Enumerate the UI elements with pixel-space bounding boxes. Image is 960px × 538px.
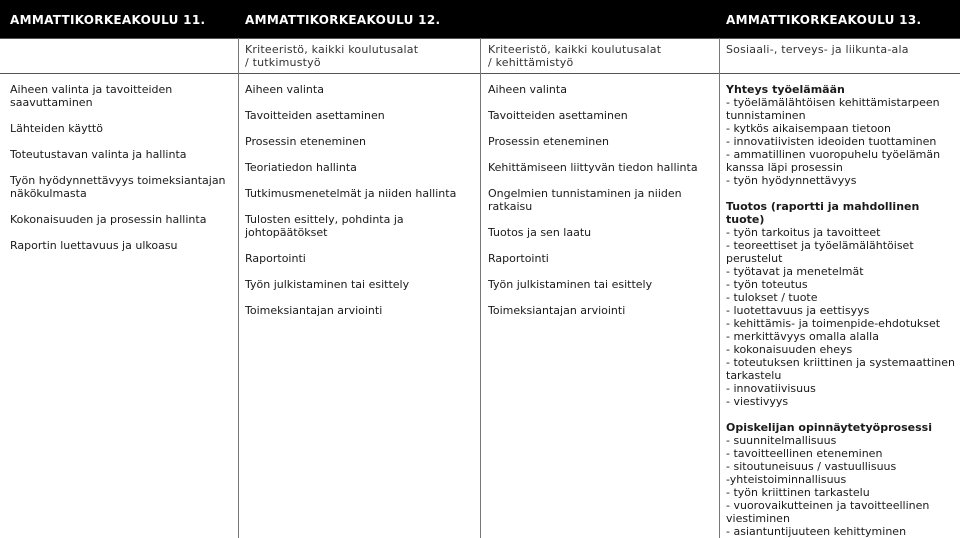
criteria-item: - sitoutuneisuus / vastuullisuus	[726, 460, 897, 473]
criteria-item: Toteutustavan valinta ja hallinta	[10, 148, 187, 161]
criteria-item: Aiheen valinta ja tavoitteiden	[10, 83, 173, 96]
col4-subheader	[726, 43, 909, 56]
criteria-item: - työn hyödynnettävyys	[726, 174, 857, 187]
section-title: Yhteys työelämään	[726, 83, 845, 96]
criteria-item: - teoreettiset ja työelämälähtöiset	[726, 239, 914, 252]
criteria-item: Raportin luettavuus ja ulkoasu	[10, 239, 178, 252]
criteria-item: - suunnitelmallisuus	[726, 434, 837, 447]
col2-subheader	[245, 43, 418, 69]
criteria-item: - vuorovaikutteinen ja tavoitteellinen	[726, 499, 930, 512]
criteria-item: Tulosten esittely, pohdinta ja	[245, 213, 404, 226]
criteria-item: - viestivyys	[726, 395, 789, 408]
criteria-item: johtopäätökset	[245, 226, 328, 239]
criteria-item: kanssa läpi prosessin	[726, 161, 843, 174]
section-title: tuote)	[726, 213, 765, 226]
section-title: Tuotos (raportti ja mahdollinen	[726, 200, 920, 213]
col4-subheader-line: Sosiaali-, terveys- ja liikunta-ala	[726, 43, 909, 56]
criteria-item: Työn julkistaminen tai esittely	[245, 278, 410, 291]
col3-subheader-line: / kehittämistyö	[488, 56, 574, 69]
criteria-item: Tutkimusmenetelmät ja niiden hallinta	[245, 187, 457, 200]
criteria-item: - merkittävyys omalla alalla	[726, 330, 879, 343]
col4-criteria-list	[726, 83, 955, 538]
col4-title: AMMATTIKORKEAKOULU 13.	[726, 13, 922, 27]
criteria-item: - työn toteutus	[726, 278, 808, 291]
criteria-item: - työn tarkoitus ja tavoitteet	[726, 226, 881, 239]
criteria-item: Aiheen valinta	[245, 83, 324, 96]
col2-subheader-line: Kriteeristö, kaikki koulutusalat	[245, 43, 419, 56]
criteria-item: - työtavat ja menetelmät	[726, 265, 864, 278]
criteria-item: Aiheen valinta	[488, 83, 567, 96]
criteria-item: -yhteistoiminnallisuus	[726, 473, 847, 486]
criteria-item: - työelämälähtöisen kehittämistarpeen	[726, 96, 940, 109]
criteria-item: Työn julkistaminen tai esittely	[488, 278, 653, 291]
criteria-item: Prosessin eteneminen	[488, 135, 610, 148]
section-title: Opiskelijan opinnäytetyöprosessi	[726, 421, 932, 434]
header-bar	[0, 0, 960, 38]
criteria-item: Raportointi	[245, 252, 306, 265]
criteria-item: - toteutuksen kriittinen ja systemaattinen	[726, 356, 956, 369]
criteria-item: - luotettavuus ja eettisyys	[726, 304, 870, 317]
criteria-item: - tavoitteellinen eteneminen	[726, 447, 883, 460]
col1-title: AMMATTIKORKEAKOULU 11.	[10, 13, 206, 27]
criteria-item: Lähteiden käyttö	[10, 122, 103, 135]
criteria-item: viestiminen	[726, 512, 790, 525]
criteria-item: saavuttaminen	[10, 96, 93, 109]
grid-line-v2	[480, 38, 481, 538]
criteria-item: - työn kriittinen tarkastelu	[726, 486, 870, 499]
criteria-item: Ongelmien tunnistaminen ja niiden	[488, 187, 682, 200]
criteria-item: Kehittämiseen liittyvän tiedon hallinta	[488, 161, 698, 174]
criteria-item: - asiantuntijuuteen kehittyminen	[726, 525, 907, 538]
grid-line-v3	[719, 38, 720, 538]
criteria-item: Tuotos ja sen laatu	[488, 226, 592, 239]
criteria-item: Prosessin eteneminen	[245, 135, 367, 148]
criteria-item: Toimeksiantajan arviointi	[245, 304, 383, 317]
col2-title: AMMATTIKORKEAKOULU 12.	[245, 13, 441, 27]
col3-criteria-list	[488, 83, 698, 317]
criteria-item: näkökulmasta	[10, 187, 87, 200]
criteria-item: - kokonaisuuden eheys	[726, 343, 853, 356]
criteria-item: perustelut	[726, 252, 783, 265]
col3-subheader-line: Kriteeristö, kaikki koulutusalat	[488, 43, 662, 56]
col3-subheader	[488, 43, 661, 69]
col1-criteria-list	[10, 83, 226, 252]
criteria-item: tunnistaminen	[726, 109, 806, 122]
criteria-item: - ammatillinen vuoropuhelu työelämän	[726, 148, 941, 161]
criteria-item: Kokonaisuuden ja prosessin hallinta	[10, 213, 207, 226]
col2-criteria-list	[245, 83, 456, 317]
criteria-item: tarkastelu	[726, 369, 782, 382]
criteria-item: Teoriatiedon hallinta	[245, 161, 357, 174]
criteria-item: - kehittämis- ja toimenpide-ehdotukset	[726, 317, 941, 330]
criteria-item: Työn hyödynnettävyys toimeksiantajan	[10, 174, 226, 187]
criteria-item: - innovatiivisten ideoiden tuottaminen	[726, 135, 937, 148]
grid-line-v1	[238, 38, 239, 538]
criteria-item: - innovatiivisuus	[726, 382, 816, 395]
criteria-item: Raportointi	[488, 252, 549, 265]
criteria-item: - tulokset / tuote	[726, 291, 818, 304]
criteria-item: Toimeksiantajan arviointi	[488, 304, 626, 317]
criteria-item: Tavoitteiden asettaminen	[245, 109, 385, 122]
col2-subheader-line: / tutkimustyö	[245, 56, 321, 69]
criteria-item: Tavoitteiden asettaminen	[488, 109, 628, 122]
criteria-item: - kytkös aikaisempaan tietoon	[726, 122, 891, 135]
criteria-item: ratkaisu	[488, 200, 533, 213]
